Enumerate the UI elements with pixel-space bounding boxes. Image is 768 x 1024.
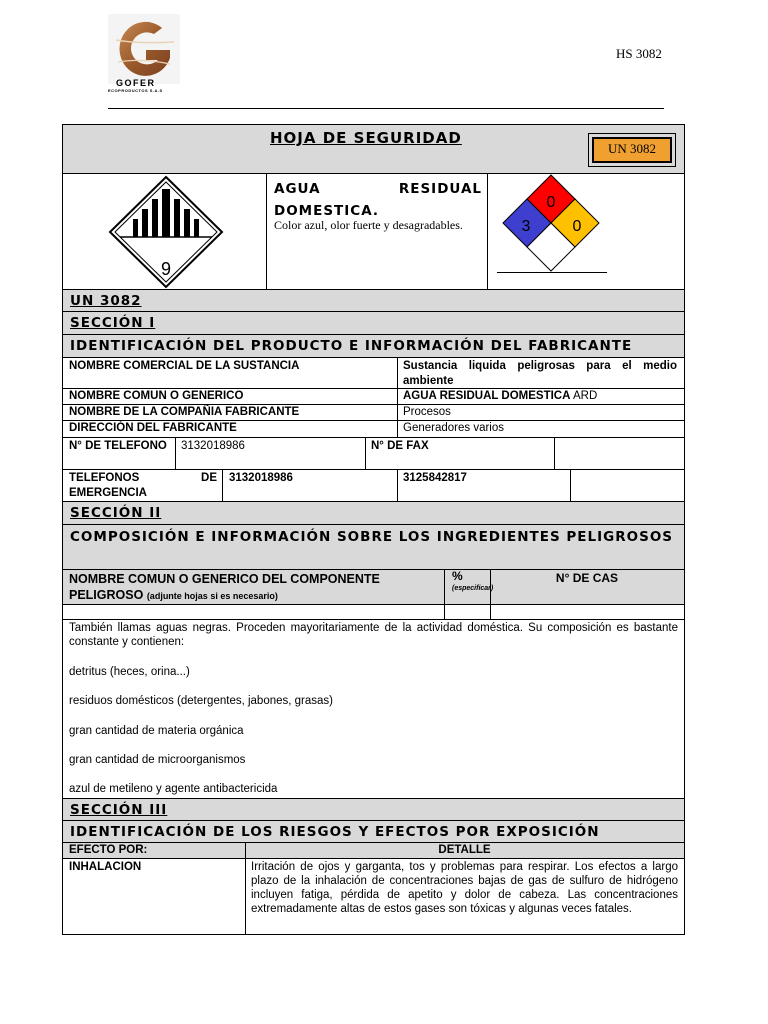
composition-text-block bbox=[62, 619, 685, 799]
percent-column-note: (especificar) bbox=[452, 585, 494, 592]
telefono-value: 3132018986 bbox=[181, 440, 245, 452]
components-empty-row bbox=[62, 604, 685, 620]
effect-detail: Irritación de ojos y garganta, tos y problemas para respirar. Los efectos a largo plazo de la inhalación de concentraciones bajas de gas de sulfuro de hidrógeno incluyen fatiga, pérdida de apetito y dolor de cabeza. Las concentraciones extremadamente altas de estos gases son tóxicas y algunas veces fatales. bbox=[251, 861, 678, 915]
company-value: Procesos bbox=[403, 406, 451, 418]
composition-item: gran cantidad de microorganismos bbox=[69, 754, 246, 766]
logo-subtext: ECOPRODUCTOS S.A.S bbox=[108, 88, 163, 93]
section1-row-2 bbox=[62, 404, 685, 421]
generic-name-label: NOMBRE COMUN O GENERICO bbox=[69, 390, 244, 402]
composition-item: azul de metileno y agente antibactericida bbox=[69, 783, 278, 795]
component-column-note: (adjunte hojas si es necesario) bbox=[146, 591, 278, 601]
section3-title-row bbox=[62, 820, 685, 843]
emergencia-value-1: 3132018986 bbox=[229, 472, 293, 484]
composition-item: gran cantidad de materia orgánica bbox=[69, 725, 244, 737]
product-row bbox=[62, 173, 685, 290]
telefono-label: N° DE TELEFONO bbox=[69, 440, 167, 452]
un-badge: UN 3082 bbox=[592, 137, 672, 163]
un-row-text: UN 3082 bbox=[70, 293, 142, 309]
section1-row-1 bbox=[62, 388, 685, 405]
product-name: AGUA RESIDUAL DOMESTICA. bbox=[274, 181, 482, 219]
composition-intro: También llamas aguas negras. Proceden mayoritariamente de la actividad doméstica. Su composición es bastante constante y contienen: bbox=[69, 622, 678, 648]
section3-heading: SECCIÓN III bbox=[70, 802, 168, 818]
section3-title: IDENTIFICACIÓN DE LOS RIESGOS Y EFECTOS POR EXPOSICIÓN bbox=[70, 824, 600, 840]
un-row bbox=[62, 289, 685, 312]
telefono-row bbox=[62, 437, 685, 470]
effect-name: INHALACION bbox=[69, 861, 142, 873]
detail-column-header: DETALLE bbox=[438, 844, 491, 856]
commercial-name-label: NOMBRE COMERCIAL DE LA SUSTANCIA bbox=[69, 360, 300, 372]
section1-title: IDENTIFICACIÓN DEL PRODUCTO E INFORMACIÓN DEL FABRICANTE bbox=[70, 338, 633, 354]
composition-item: residuos domésticos (detergentes, jabones, grasas) bbox=[69, 695, 334, 707]
section3-heading-row bbox=[62, 798, 685, 821]
generic-name-abbrev: ARD bbox=[572, 390, 598, 402]
component-column-header: NOMBRE COMUN O GENERICO DEL COMPONENTE PELIGROSO bbox=[69, 572, 380, 602]
emergencia-label: TELEFONOS DE EMERGENCIA bbox=[69, 472, 217, 499]
effects-header-row bbox=[62, 842, 685, 859]
components-header-row bbox=[62, 569, 685, 605]
section1-heading-row bbox=[62, 311, 685, 335]
nfpa-health: 3 bbox=[521, 218, 531, 235]
composition-item: detritus (heces, orina...) bbox=[69, 666, 190, 678]
section1-heading: SECCIÓN I bbox=[70, 315, 156, 331]
logo-text: GOFER bbox=[116, 78, 156, 88]
title-row bbox=[62, 124, 685, 174]
un-badge-frame bbox=[588, 133, 676, 167]
emergencia-row bbox=[62, 469, 685, 502]
nfpa-reactivity: 0 bbox=[572, 218, 582, 235]
company-label: NOMBRE DE LA COMPAÑIA FABRICANTE bbox=[69, 406, 300, 418]
percent-column-header: % bbox=[452, 569, 463, 583]
document-code: HS 3082 bbox=[616, 46, 662, 61]
nfpa-underline bbox=[497, 272, 607, 273]
effects-row bbox=[62, 858, 685, 935]
section1-row-3 bbox=[62, 420, 685, 438]
section1-row-0 bbox=[62, 357, 685, 389]
section2-title-row bbox=[62, 524, 685, 570]
gofer-logo bbox=[108, 14, 180, 98]
address-value: Generadores varios bbox=[403, 422, 504, 434]
product-description: Color azul, olor fuerte y desagradables. bbox=[274, 218, 463, 232]
nfpa-flammability: 0 bbox=[546, 194, 556, 211]
cas-column-header: N° DE CAS bbox=[555, 571, 619, 585]
commercial-name-value: Sustancia liquida peligrosas para el medio ambiente bbox=[403, 360, 677, 387]
effect-column-header: EFECTO POR: bbox=[69, 844, 148, 856]
address-label: DIRECCIÓN DEL FABRICANTE bbox=[69, 422, 237, 434]
emergencia-value-2: 3125842817 bbox=[403, 472, 467, 484]
section1-title-row bbox=[62, 334, 685, 358]
header-divider bbox=[108, 108, 664, 109]
section2-heading-row bbox=[62, 501, 685, 525]
fax-label: N° DE FAX bbox=[371, 440, 429, 452]
section2-heading: SECCIÓN II bbox=[70, 505, 162, 521]
section2-title: COMPOSICIÓN E INFORMACIÓN SOBRE LOS INGREDIENTES PELIGROSOS bbox=[70, 529, 674, 545]
hazard-class-number: 9 bbox=[160, 259, 172, 279]
class-9-hazard-icon bbox=[108, 175, 224, 289]
generic-name-value: AGUA RESIDUAL DOMESTICA bbox=[403, 390, 571, 402]
document-title: HOJA DE SEGURIDAD bbox=[270, 129, 462, 147]
nfpa-diamond-icon bbox=[491, 174, 611, 276]
